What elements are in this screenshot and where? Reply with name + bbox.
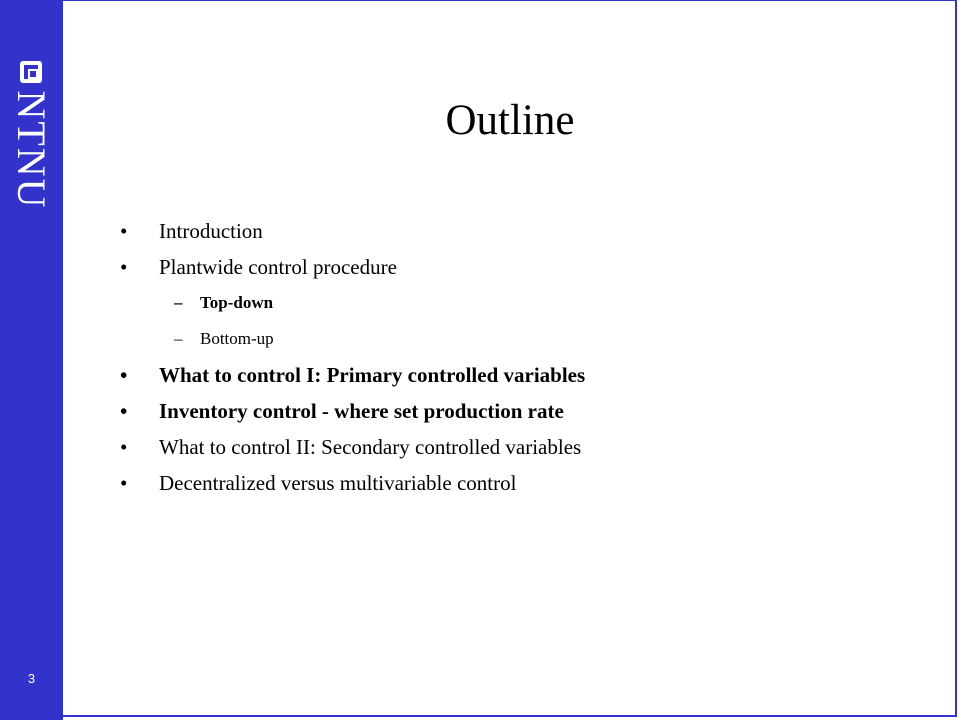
logo-text: NTNU <box>9 90 54 210</box>
sub-item-bottom-up <box>117 321 585 357</box>
ntnu-logo-icon <box>20 61 42 83</box>
sub-item-text: Top-down <box>200 293 274 312</box>
bullet-item-secondary-variables <box>117 429 585 465</box>
bullet-marker: • <box>120 399 128 423</box>
bullet-text: What to control I: Primary controlled variables <box>159 363 586 387</box>
bullet-marker: • <box>120 255 128 279</box>
dash-marker: – <box>174 329 183 348</box>
bullet-item-primary-variables <box>117 357 585 393</box>
bullet-text: Introduction <box>159 219 263 243</box>
bullet-item-introduction <box>117 213 585 249</box>
slide-title: Outline <box>445 97 575 144</box>
bullet-text: What to control II: Secondary controlled variables <box>159 435 582 459</box>
bullet-marker: • <box>120 363 128 387</box>
bullet-item-decentralized <box>117 465 585 501</box>
bullet-text: Inventory control - where set production rate <box>159 399 564 423</box>
bullet-text: Decentralized versus multivariable control <box>159 471 517 495</box>
bullet-text: Plantwide control procedure <box>159 255 397 279</box>
bullet-marker: • <box>120 219 128 243</box>
bullet-marker: • <box>120 435 128 459</box>
dash-marker: – <box>174 293 183 312</box>
bullet-item-inventory-control <box>117 393 585 429</box>
bullet-marker: • <box>120 471 128 495</box>
page-number: 3 <box>27 671 36 686</box>
sidebar <box>0 0 63 720</box>
bullet-list <box>117 213 585 501</box>
sub-item-top-down <box>117 285 585 321</box>
sub-item-text: Bottom-up <box>200 329 274 348</box>
bullet-item-procedure <box>117 249 585 285</box>
